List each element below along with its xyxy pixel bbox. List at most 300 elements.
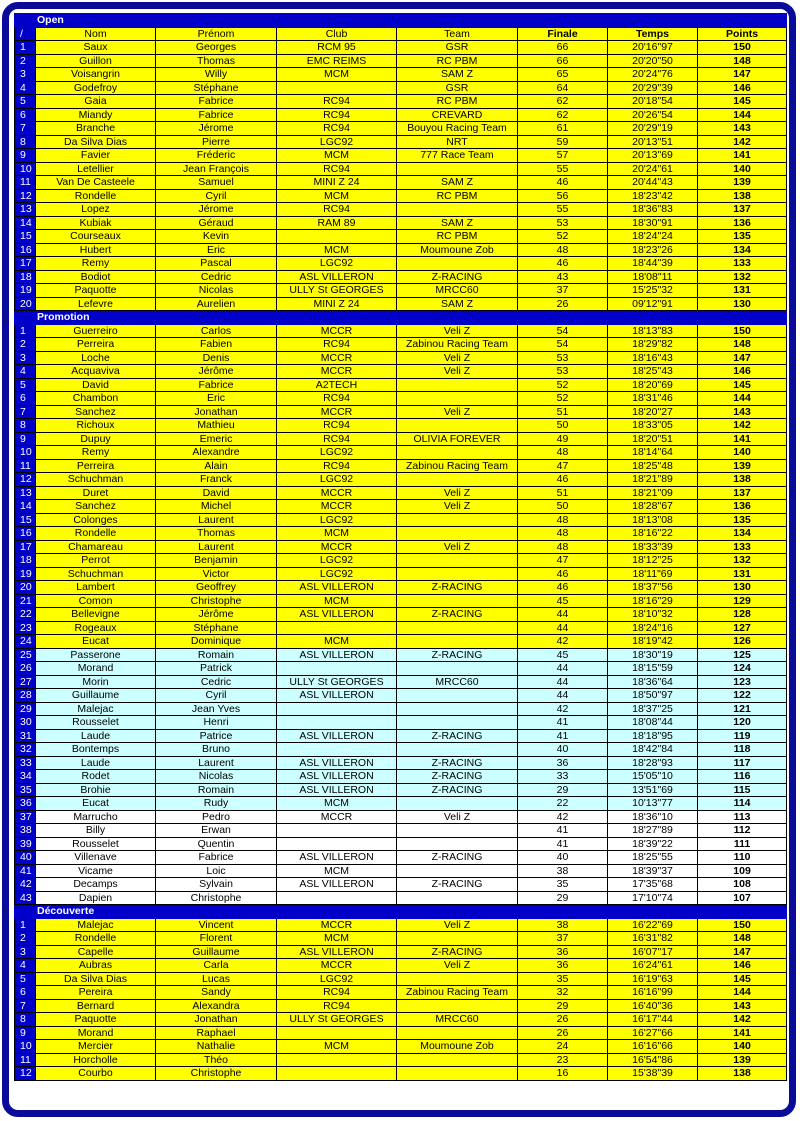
team-cell: CREVARD <box>397 108 518 122</box>
finale-cell: 22 <box>518 797 608 811</box>
club-cell: LGC92 <box>277 257 397 271</box>
finale-cell: 29 <box>518 891 608 905</box>
points-cell: 150 <box>698 324 787 338</box>
points-cell: 130 <box>698 297 787 311</box>
team-cell: Z-RACING <box>397 729 518 743</box>
team-cell: MRCC60 <box>397 1013 518 1027</box>
points-cell: 121 <box>698 702 787 716</box>
prenom-cell: Vincent <box>156 918 277 932</box>
prenom-cell: Jérôme <box>156 608 277 622</box>
temps-cell: 09'12"91 <box>608 297 698 311</box>
rank-cell: 41 <box>15 864 36 878</box>
points-cell: 142 <box>698 135 787 149</box>
club-cell: MCCR <box>277 365 397 379</box>
team-cell <box>397 473 518 487</box>
team-cell: GSR <box>397 41 518 55</box>
rank-cell: 6 <box>15 392 36 406</box>
team-cell: Moumoune Zob <box>397 243 518 257</box>
temps-cell: 18'36"64 <box>608 675 698 689</box>
points-cell: 135 <box>698 230 787 244</box>
prenom-cell: Jean Yves <box>156 702 277 716</box>
finale-cell: 53 <box>518 216 608 230</box>
temps-cell: 18'39"37 <box>608 864 698 878</box>
team-cell <box>397 621 518 635</box>
team-cell <box>397 716 518 730</box>
rank-cell: 39 <box>15 837 36 851</box>
rank-cell: 17 <box>15 540 36 554</box>
rank-cell: 11 <box>15 1053 36 1067</box>
nom-cell: Courbo <box>36 1067 156 1081</box>
points-cell: 114 <box>698 797 787 811</box>
table-row <box>15 810 787 824</box>
club-cell: RC94 <box>277 122 397 136</box>
temps-cell: 15'05"10 <box>608 770 698 784</box>
finale-cell: 48 <box>518 527 608 541</box>
points-cell: 115 <box>698 783 787 797</box>
rank-cell: 13 <box>15 203 36 217</box>
team-cell <box>397 594 518 608</box>
nom-cell: Mercier <box>36 1040 156 1054</box>
temps-cell: 18'16"43 <box>608 351 698 365</box>
rank-cell: 28 <box>15 689 36 703</box>
rank-cell: 7 <box>15 405 36 419</box>
points-cell: 140 <box>698 162 787 176</box>
table-row <box>15 41 787 55</box>
prenom-cell: Jean François <box>156 162 277 176</box>
points-cell: 113 <box>698 810 787 824</box>
finale-cell: 62 <box>518 95 608 109</box>
temps-cell: 18'23"42 <box>608 189 698 203</box>
points-cell: 145 <box>698 378 787 392</box>
nom-cell: Billy <box>36 824 156 838</box>
finale-cell: 42 <box>518 810 608 824</box>
prenom-cell: Jérome <box>156 122 277 136</box>
prenom-cell: Michel <box>156 500 277 514</box>
nom-cell: Richoux <box>36 419 156 433</box>
finale-cell: 23 <box>518 1053 608 1067</box>
team-cell: Z-RACING <box>397 756 518 770</box>
club-cell: ASL VILLERON <box>277 783 397 797</box>
team-cell: Z-RACING <box>397 581 518 595</box>
nom-cell: Van De Casteele <box>36 176 156 190</box>
table-row <box>15 365 787 379</box>
rank-cell: 12 <box>15 473 36 487</box>
club-cell: ULLY St GEORGES <box>277 284 397 298</box>
finale-cell: 37 <box>518 284 608 298</box>
table-row <box>15 162 787 176</box>
table-row <box>15 432 787 446</box>
team-cell: RC PBM <box>397 189 518 203</box>
club-cell <box>277 837 397 851</box>
temps-cell: 10'13"77 <box>608 797 698 811</box>
team-cell <box>397 824 518 838</box>
nom-cell: Morand <box>36 662 156 676</box>
club-cell: ASL VILLERON <box>277 729 397 743</box>
points-cell: 141 <box>698 149 787 163</box>
rank-cell: 20 <box>15 297 36 311</box>
club-cell: LGC92 <box>277 135 397 149</box>
temps-cell: 18'18"95 <box>608 729 698 743</box>
rank-cell: 2 <box>15 932 36 946</box>
prenom-cell: Jonathan <box>156 1013 277 1027</box>
temps-cell: 18'30"91 <box>608 216 698 230</box>
nom-cell: Miandy <box>36 108 156 122</box>
prenom-cell: Jonathan <box>156 405 277 419</box>
club-cell: RAM 89 <box>277 216 397 230</box>
finale-cell: 61 <box>518 122 608 136</box>
prenom-cell: Laurent <box>156 540 277 554</box>
finale-cell: 42 <box>518 635 608 649</box>
temps-cell: 18'13"83 <box>608 324 698 338</box>
prenom-cell: Fabien <box>156 338 277 352</box>
nom-cell: Laude <box>36 729 156 743</box>
temps-cell: 18'16"22 <box>608 527 698 541</box>
rank-cell: 1 <box>15 324 36 338</box>
nom-cell: Voisangrin <box>36 68 156 82</box>
table-row <box>15 149 787 163</box>
points-cell: 139 <box>698 1053 787 1067</box>
points-cell: 137 <box>698 203 787 217</box>
finale-cell: 43 <box>518 270 608 284</box>
table-row <box>15 932 787 946</box>
points-cell: 146 <box>698 959 787 973</box>
points-cell: 143 <box>698 999 787 1013</box>
temps-cell: 18'33"39 <box>608 540 698 554</box>
rank-cell: 6 <box>15 108 36 122</box>
finale-cell: 48 <box>518 243 608 257</box>
table-row <box>15 851 787 865</box>
prenom-cell: Sandy <box>156 986 277 1000</box>
nom-cell: Sanchez <box>36 405 156 419</box>
rank-cell: 1 <box>15 41 36 55</box>
table-row <box>15 95 787 109</box>
nom-cell: Capelle <box>36 945 156 959</box>
prenom-cell: Alexandra <box>156 999 277 1013</box>
prenom-cell: Victor <box>156 567 277 581</box>
team-cell: MRCC60 <box>397 675 518 689</box>
table-row <box>15 594 787 608</box>
nom-cell: Schuchman <box>36 473 156 487</box>
table-row <box>15 864 787 878</box>
temps-cell: 20'24"61 <box>608 162 698 176</box>
rank-cell: 35 <box>15 783 36 797</box>
team-cell <box>397 1067 518 1081</box>
points-cell: 107 <box>698 891 787 905</box>
table-row <box>15 918 787 932</box>
finale-cell: 40 <box>518 743 608 757</box>
rank-cell: 7 <box>15 999 36 1013</box>
nom-cell: Dapien <box>36 891 156 905</box>
table-row <box>15 986 787 1000</box>
club-cell: MCCR <box>277 918 397 932</box>
finale-cell: 42 <box>518 702 608 716</box>
rank-cell: 9 <box>15 149 36 163</box>
club-cell: ASL VILLERON <box>277 756 397 770</box>
club-cell: LGC92 <box>277 473 397 487</box>
club-cell: MCM <box>277 68 397 82</box>
nom-cell: Perreira <box>36 459 156 473</box>
finale-cell: 36 <box>518 945 608 959</box>
club-cell: RC94 <box>277 419 397 433</box>
table-row <box>15 783 787 797</box>
temps-cell: 18'11"69 <box>608 567 698 581</box>
finale-cell: 35 <box>518 878 608 892</box>
prenom-cell: Lucas <box>156 972 277 986</box>
temps-cell: 18'23"26 <box>608 243 698 257</box>
points-cell: 148 <box>698 932 787 946</box>
temps-cell: 20'13"51 <box>608 135 698 149</box>
table-row <box>15 729 787 743</box>
finale-cell: 44 <box>518 689 608 703</box>
temps-cell: 16'16"66 <box>608 1040 698 1054</box>
club-cell: LGC92 <box>277 513 397 527</box>
finale-cell: 47 <box>518 554 608 568</box>
club-cell: ASL VILLERON <box>277 945 397 959</box>
nom-cell: Rondelle <box>36 189 156 203</box>
prenom-cell: Christophe <box>156 891 277 905</box>
temps-cell: 20'29"39 <box>608 81 698 95</box>
prenom-cell: Nicolas <box>156 284 277 298</box>
club-cell: MCM <box>277 932 397 946</box>
temps-cell: 13'51"69 <box>608 783 698 797</box>
prenom-cell: Geoffrey <box>156 581 277 595</box>
team-cell: Zabinou Racing Team <box>397 459 518 473</box>
nom-cell: Marrucho <box>36 810 156 824</box>
points-cell: 110 <box>698 851 787 865</box>
nom-cell: Bontemps <box>36 743 156 757</box>
points-cell: 140 <box>698 1040 787 1054</box>
finale-cell: 59 <box>518 135 608 149</box>
table-row <box>15 621 787 635</box>
prenom-cell: Guillaume <box>156 945 277 959</box>
team-cell <box>397 446 518 460</box>
temps-cell: 16'19"63 <box>608 972 698 986</box>
club-cell: MCCR <box>277 810 397 824</box>
finale-cell: 48 <box>518 446 608 460</box>
team-cell: Moumoune Zob <box>397 1040 518 1054</box>
nom-cell: Guillon <box>36 54 156 68</box>
column-header: Temps <box>608 27 698 41</box>
rank-cell: 15 <box>15 513 36 527</box>
prenom-cell: Florent <box>156 932 277 946</box>
points-cell: 122 <box>698 689 787 703</box>
rank-cell: 40 <box>15 851 36 865</box>
rank-cell: 16 <box>15 243 36 257</box>
team-cell: 777 Race Team <box>397 149 518 163</box>
nom-cell: Branche <box>36 122 156 136</box>
team-cell <box>397 662 518 676</box>
prenom-cell: Alexandre <box>156 446 277 460</box>
team-cell <box>397 932 518 946</box>
table-row <box>15 405 787 419</box>
rank-cell: 10 <box>15 446 36 460</box>
finale-cell: 54 <box>518 338 608 352</box>
temps-cell: 18'37"25 <box>608 702 698 716</box>
nom-cell: Saux <box>36 41 156 55</box>
rank-cell: 33 <box>15 756 36 770</box>
nom-cell: Chamareau <box>36 540 156 554</box>
rank-cell: 43 <box>15 891 36 905</box>
prenom-cell: Nathalie <box>156 1040 277 1054</box>
finale-cell: 33 <box>518 770 608 784</box>
prenom-cell: Christophe <box>156 1067 277 1081</box>
team-cell: Veli Z <box>397 351 518 365</box>
prenom-cell: Thomas <box>156 527 277 541</box>
nom-cell: Perreira <box>36 338 156 352</box>
club-cell: RC94 <box>277 999 397 1013</box>
rank-cell: 15 <box>15 230 36 244</box>
club-cell <box>277 662 397 676</box>
temps-cell: 16'40"36 <box>608 999 698 1013</box>
nom-cell: Eucat <box>36 797 156 811</box>
club-cell <box>277 1053 397 1067</box>
nom-cell: Kubiak <box>36 216 156 230</box>
team-cell <box>397 513 518 527</box>
club-cell: MCCR <box>277 540 397 554</box>
finale-cell: 55 <box>518 162 608 176</box>
prenom-cell: Christophe <box>156 594 277 608</box>
table-row <box>15 500 787 514</box>
temps-cell: 16'24"61 <box>608 959 698 973</box>
nom-cell: Bellevigne <box>36 608 156 622</box>
prenom-cell: Fabrice <box>156 108 277 122</box>
table-row <box>15 743 787 757</box>
finale-cell: 55 <box>518 203 608 217</box>
club-cell: LGC92 <box>277 567 397 581</box>
section-header <box>15 905 787 919</box>
points-cell: 150 <box>698 918 787 932</box>
temps-cell: 17'10"74 <box>608 891 698 905</box>
club-cell <box>277 891 397 905</box>
team-cell: Bouyou Racing Team <box>397 122 518 136</box>
team-cell: Veli Z <box>397 500 518 514</box>
finale-cell: 29 <box>518 783 608 797</box>
table-row <box>15 702 787 716</box>
prenom-cell: Kevin <box>156 230 277 244</box>
rank-cell: 20 <box>15 581 36 595</box>
prenom-cell: Patrice <box>156 729 277 743</box>
points-cell: 132 <box>698 270 787 284</box>
finale-cell: 24 <box>518 1040 608 1054</box>
rank-cell: 37 <box>15 810 36 824</box>
club-cell: RC94 <box>277 95 397 109</box>
temps-cell: 16'54"86 <box>608 1053 698 1067</box>
points-cell: 126 <box>698 635 787 649</box>
prenom-cell: Nicolas <box>156 770 277 784</box>
rank-cell: 42 <box>15 878 36 892</box>
club-cell: RC94 <box>277 986 397 1000</box>
team-cell: Z-RACING <box>397 851 518 865</box>
points-cell: 147 <box>698 68 787 82</box>
club-cell: ASL VILLERON <box>277 608 397 622</box>
rank-cell: 18 <box>15 270 36 284</box>
prenom-cell: Pedro <box>156 810 277 824</box>
team-cell: NRT <box>397 135 518 149</box>
nom-cell: Sanchez <box>36 500 156 514</box>
finale-cell: 45 <box>518 648 608 662</box>
club-cell: ASL VILLERON <box>277 648 397 662</box>
points-cell: 124 <box>698 662 787 676</box>
section-title: Promotion <box>15 311 787 325</box>
team-cell <box>397 527 518 541</box>
nom-cell: Chambon <box>36 392 156 406</box>
table-row <box>15 203 787 217</box>
temps-cell: 18'14"64 <box>608 446 698 460</box>
prenom-cell: Henri <box>156 716 277 730</box>
club-cell <box>277 716 397 730</box>
nom-cell: Rousselet <box>36 837 156 851</box>
table-row <box>15 1040 787 1054</box>
finale-cell: 38 <box>518 864 608 878</box>
nom-cell: Favier <box>36 149 156 163</box>
points-cell: 127 <box>698 621 787 635</box>
finale-cell: 52 <box>518 378 608 392</box>
prenom-cell: Cyril <box>156 689 277 703</box>
team-cell: Z-RACING <box>397 783 518 797</box>
nom-cell: Eucat <box>36 635 156 649</box>
points-cell: 150 <box>698 41 787 55</box>
prenom-cell: Cedric <box>156 675 277 689</box>
points-cell: 139 <box>698 459 787 473</box>
points-cell: 148 <box>698 54 787 68</box>
finale-cell: 44 <box>518 662 608 676</box>
nom-cell: Paquotte <box>36 284 156 298</box>
prenom-cell: Rudy <box>156 797 277 811</box>
team-cell: Z-RACING <box>397 270 518 284</box>
table-row <box>15 216 787 230</box>
points-cell: 125 <box>698 648 787 662</box>
points-cell: 143 <box>698 122 787 136</box>
rank-cell: 8 <box>15 1013 36 1027</box>
table-row <box>15 392 787 406</box>
points-cell: 141 <box>698 432 787 446</box>
finale-cell: 44 <box>518 608 608 622</box>
team-cell <box>397 999 518 1013</box>
nom-cell: Villenave <box>36 851 156 865</box>
finale-cell: 45 <box>518 594 608 608</box>
finale-cell: 26 <box>518 1026 608 1040</box>
section-header <box>15 14 787 28</box>
team-cell: Z-RACING <box>397 878 518 892</box>
finale-cell: 66 <box>518 41 608 55</box>
rank-cell: 36 <box>15 797 36 811</box>
temps-cell: 15'38"39 <box>608 1067 698 1081</box>
rank-cell: 13 <box>15 486 36 500</box>
prenom-cell: Laurent <box>156 756 277 770</box>
table-row <box>15 797 787 811</box>
prenom-cell: Emeric <box>156 432 277 446</box>
team-cell <box>397 891 518 905</box>
team-cell: Z-RACING <box>397 608 518 622</box>
points-cell: 108 <box>698 878 787 892</box>
table-row <box>15 581 787 595</box>
finale-cell: 50 <box>518 500 608 514</box>
points-cell: 119 <box>698 729 787 743</box>
rank-cell: 2 <box>15 54 36 68</box>
nom-cell: Hubert <box>36 243 156 257</box>
finale-cell: 46 <box>518 176 608 190</box>
team-cell <box>397 635 518 649</box>
table-row <box>15 230 787 244</box>
finale-cell: 46 <box>518 567 608 581</box>
column-header: Finale <box>518 27 608 41</box>
team-cell: Veli Z <box>397 918 518 932</box>
nom-cell: Laude <box>36 756 156 770</box>
temps-cell: 18'42"84 <box>608 743 698 757</box>
nom-cell: Gaia <box>36 95 156 109</box>
rank-cell: 19 <box>15 567 36 581</box>
table-row <box>15 378 787 392</box>
